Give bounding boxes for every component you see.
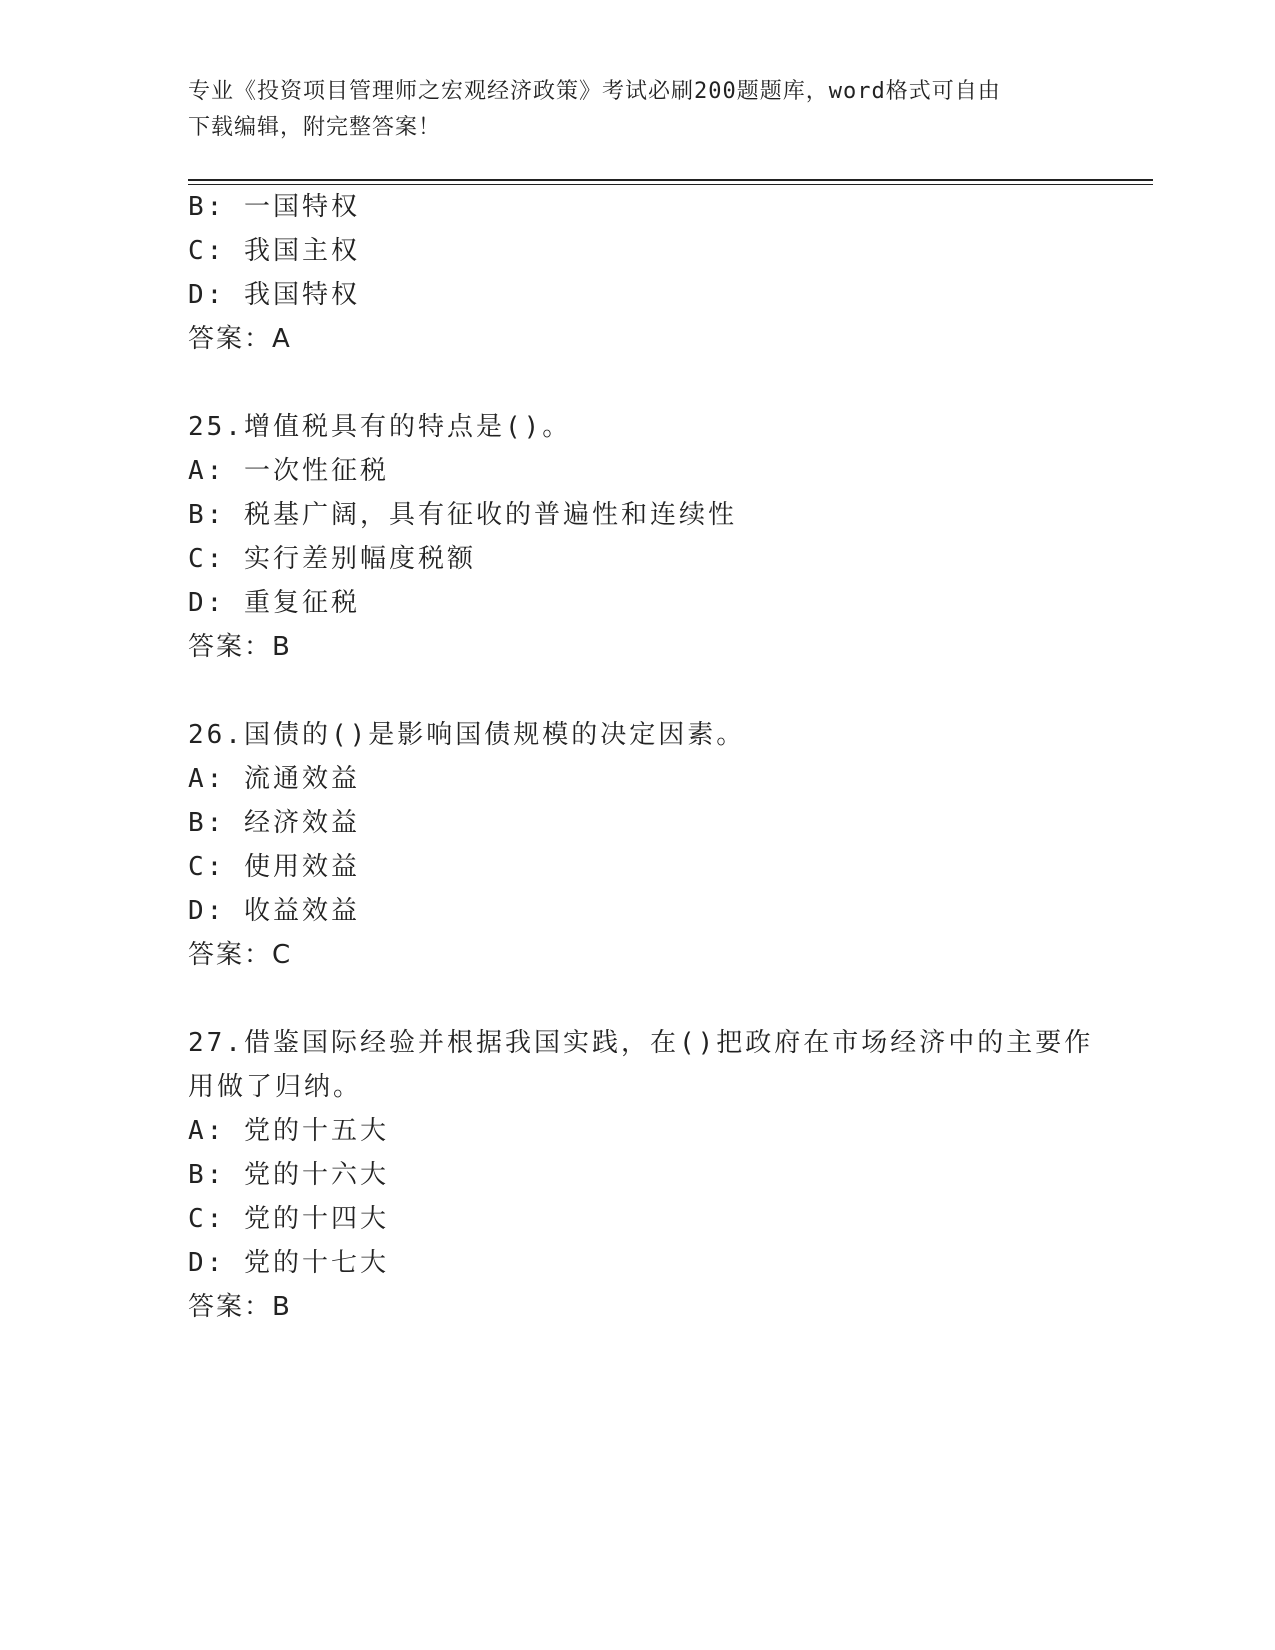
question-26-option-a: A: 流通效益 <box>188 764 360 794</box>
prev-question-option-c: C: 我国主权 <box>188 236 360 266</box>
question-27-option-b: B: 党的十六大 <box>188 1160 389 1190</box>
question-27-option-c: C: 党的十四大 <box>188 1204 389 1234</box>
prev-question-option-d: D: 我国特权 <box>188 280 360 310</box>
question-26-stem: 26.国债的()是影响国债规模的决定因素。 <box>188 720 746 750</box>
question-25-option-b: B: 税基广阔，具有征收的普遍性和连续性 <box>188 500 737 530</box>
prev-question-answer: 答案：A <box>188 324 292 354</box>
question-27-option-d: D: 党的十七大 <box>188 1248 389 1278</box>
header-divider-thick <box>188 179 1153 181</box>
question-25-option-c: C: 实行差别幅度税额 <box>188 544 476 574</box>
question-26-option-b: B: 经济效益 <box>188 808 360 838</box>
question-25-stem: 25.增值税具有的特点是()。 <box>188 412 572 442</box>
header-line-2: 下载编辑，附完整答案！ <box>188 115 442 140</box>
question-26-option-c: C: 使用效益 <box>188 852 360 882</box>
question-25-option-a: A: 一次性征税 <box>188 456 389 486</box>
document-header <box>188 74 1088 146</box>
header-line-1: 专业《投资项目管理师之宏观经济政策》考试必刷200题题库，word格式可自由 <box>188 79 1001 104</box>
question-26-option-d: D: 收益效益 <box>188 896 360 926</box>
question-27-stem-line-2: 用做了归纳。 <box>188 1072 363 1102</box>
question-27-option-a: A: 党的十五大 <box>188 1116 389 1146</box>
question-27-stem-line-1: 27.借鉴国际经验并根据我国实践，在()把政府在市场经济中的主要作 <box>188 1028 1094 1058</box>
question-25-answer: 答案：B <box>188 632 292 662</box>
question-25-option-d: D: 重复征税 <box>188 588 360 618</box>
question-27-answer: 答案：B <box>188 1292 292 1322</box>
question-26-answer: 答案：C <box>188 940 293 970</box>
prev-question-option-b: B: 一国特权 <box>188 192 360 222</box>
